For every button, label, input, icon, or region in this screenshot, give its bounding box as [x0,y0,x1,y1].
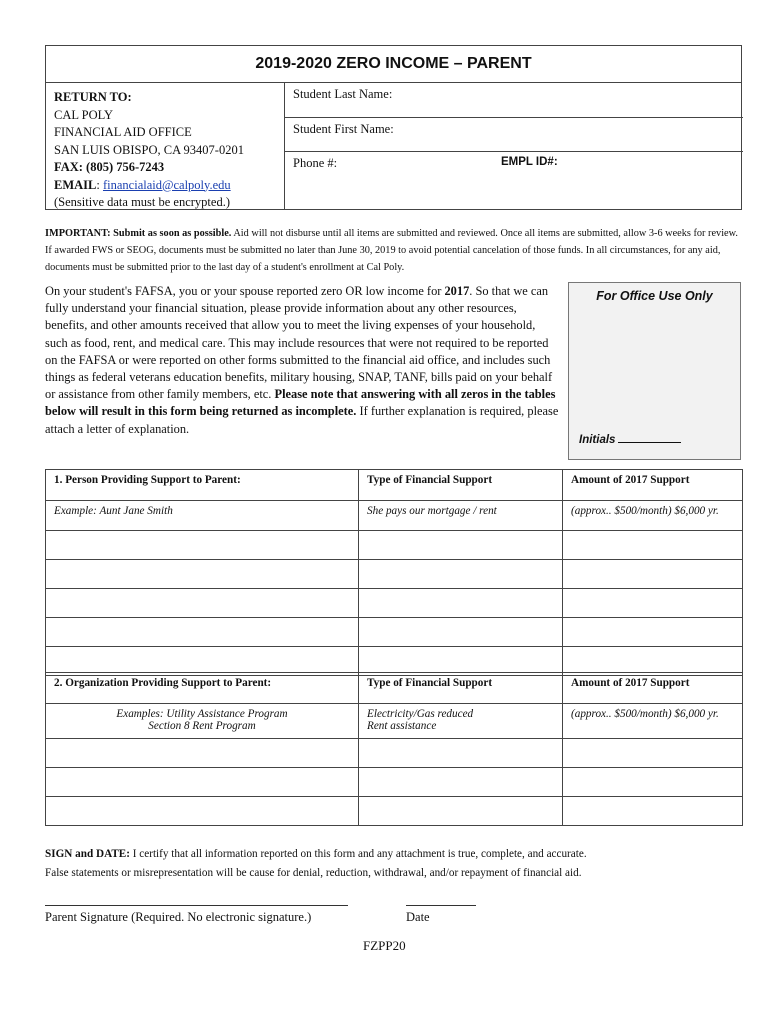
email-line [54,177,244,195]
signature-line[interactable] [45,905,348,906]
para-part-3: If further explanation is required, please attach a letter of explanation. [45,404,559,436]
table-row [46,739,743,768]
para-part-2: . So that we can fully understand your financial situation, please provide information about any other resources, benefits, and other amounts received that allow you to meet the living expenses of your household, such as food, rent, and medical care. This may include resources that were not required to be reported on the FAFSA or were reported on other forms submitted to the financial aid office, and includes such things as federal veterans education benefits, military housing, SNAP, TANF, bills paid on your behalf or assistance from other family members, etc. [45,284,553,402]
important-label: IMPORTANT: Submit as soon as possible. [45,228,232,239]
instructions-paragraph [45,283,560,438]
example-line: Section 8 Rent Program [148,720,256,732]
certification-line-1 [45,845,745,864]
address-line-2: FINANCIAL AID OFFICE [54,125,192,139]
contact-info-box [45,83,742,210]
para-part-1: On your student's FAFSA, you or your spouse reported zero OR low income for [45,284,445,298]
table-header: Type of Financial Support [359,673,563,704]
table-header: 1. Person Providing Support to Parent: [46,470,359,501]
date-label: Date [406,910,430,924]
email-label: EMAIL [54,177,97,192]
example-line: Electricity/Gas reduced [367,708,474,720]
table-cell[interactable] [359,618,563,647]
table-row [46,531,743,560]
form-title: 2019-2020 ZERO INCOME – PARENT [45,45,742,83]
table-cell: (approx.. $500/month) $6,000 yr. [563,704,743,739]
table-cell: She pays our mortgage / rent [359,501,563,531]
table-cell[interactable] [359,560,563,589]
table-row [46,618,743,647]
table-cell[interactable] [46,768,359,797]
table-cell [46,704,359,739]
table-header-row [46,470,743,501]
table-header: Amount of 2017 Support [563,673,743,704]
office-use-box [568,282,741,460]
sensitive-note: (Sensitive data must be encrypted.) [54,195,230,209]
table-cell[interactable] [46,531,359,560]
office-use-title: For Office Use Only [596,289,713,303]
student-last-name-field[interactable] [285,83,743,118]
table-cell[interactable] [563,739,743,768]
student-first-name-label: Student First Name: [293,122,394,136]
table-cell: Example: Aunt Jane Smith [46,501,359,531]
table-cell[interactable] [359,768,563,797]
certification-statement [45,845,745,883]
important-text: Aid will not disburse until all items are submitted and reviewed. Once all items are submitted, allow 3-6 weeks for review. If awarded FWS or SEOG, documents must be submitted no later than June 30, 2019 to avoid potential cancelation of those funds. In all circumstances, for any aid, documents must be submitted prior to the last day of a student's enrollment at Cal Poly. [45,228,738,273]
certification-line-2: False statements or misrepresentation will be cause for denial, reduction, withdrawal, and/or repayment of financial aid. [45,867,582,879]
important-notice [45,225,745,276]
student-fields [284,83,743,209]
fax-number: FAX: (805) 756-7243 [54,160,165,174]
table-cell[interactable] [563,618,743,647]
table-cell[interactable] [46,618,359,647]
initials-line [618,442,681,443]
form-code: FZPP20 [363,938,406,953]
table-cell[interactable] [359,797,563,826]
example-line: Examples: Utility Assistance Program [116,708,288,720]
example-line: Rent assistance [367,720,437,732]
address-line-1: CAL POLY [54,107,114,122]
phone-label: Phone #: [293,156,338,170]
table-row [46,768,743,797]
empl-id-label: EMPL ID#: [501,156,558,168]
table-cell: (approx.. $500/month) $6,000 yr. [563,501,743,531]
initials-label: Initials [579,434,616,446]
email-link[interactable]: financialaid@calpoly.edu [102,177,231,192]
table-cell [359,704,563,739]
signature-label: Parent Signature (Required. No electronic signature.) [45,910,312,924]
table-cell[interactable] [563,589,743,618]
office-initials [579,434,681,446]
return-address [54,89,244,212]
table-header-row [46,673,743,704]
sign-date-label: SIGN and DATE: [45,848,130,860]
student-last-name-label: Student Last Name: [293,87,393,101]
date-line[interactable] [406,905,476,906]
table-cell[interactable] [359,739,563,768]
organization-support-table [45,672,743,826]
table-row [46,560,743,589]
address-line-3: SAN LUIS OBISPO, CA 93407-0201 [54,142,244,157]
table-cell[interactable] [46,797,359,826]
table-row-example [46,704,743,739]
table-cell[interactable] [563,560,743,589]
certification-text: I certify that all information reported on this form and any attachment is true, complete, and accurate. [129,848,587,860]
person-support-table [45,469,743,676]
table-cell[interactable] [46,739,359,768]
table-cell[interactable] [563,797,743,826]
return-to-label: RETURN TO: [54,90,132,104]
table-cell[interactable] [359,589,563,618]
email-separator: : [96,177,103,192]
table-cell[interactable] [563,531,743,560]
table-cell[interactable] [46,589,359,618]
table-row-example [46,501,743,531]
para-bold-note: Please note that answering with all zeros in the tables below will result in this form being returned as incomplete. [45,387,556,419]
table-cell[interactable] [46,560,359,589]
phone-field[interactable] [285,152,743,209]
table-header: 2. Organization Providing Support to Parent: [46,673,359,704]
table-row [46,589,743,618]
table-header: Amount of 2017 Support [563,470,743,501]
table-header: Type of Financial Support [359,470,563,501]
table-cell[interactable] [563,768,743,797]
para-year: 2017 [444,284,470,298]
student-first-name-field[interactable] [285,118,743,152]
table-cell[interactable] [359,531,563,560]
table-row [46,797,743,826]
